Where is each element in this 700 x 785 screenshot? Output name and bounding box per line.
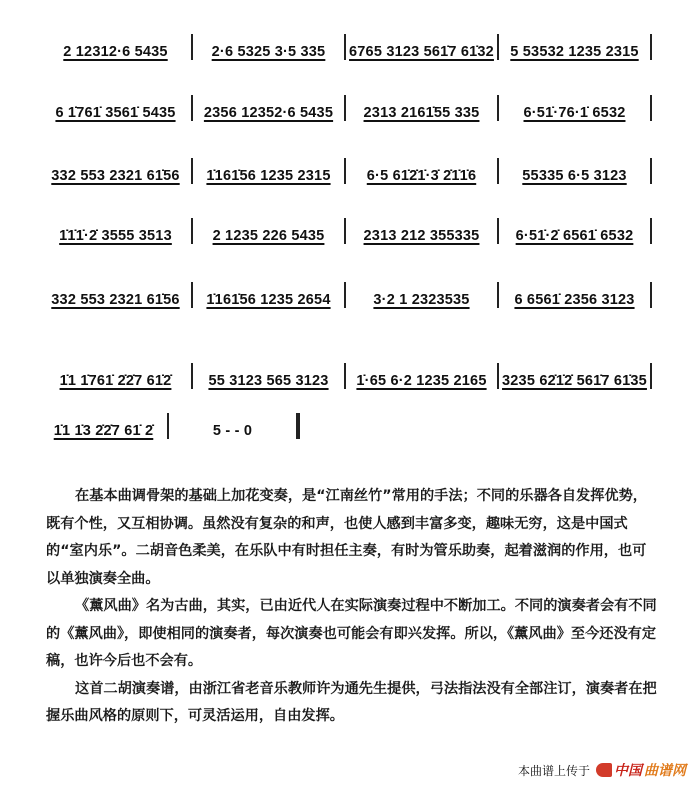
measure-notes: 1̇161̇56 1235 2654 [206,292,331,308]
logo-icon [596,763,612,777]
measure [346,44,497,60]
uploaded-label: 本曲谱上传于 [517,763,590,778]
measure [499,373,650,389]
measure [193,228,344,244]
measure-notes: 6·5 61̇2̇1̇·3̇ 2̇1̇1̇6 [366,168,477,184]
measure [193,292,344,308]
score-row [40,218,652,244]
measure [346,373,497,389]
score-row [40,282,652,308]
measure [169,423,296,439]
measure-notes: 1̇161̇56 1235 2315 [206,168,331,184]
measure [346,168,497,184]
measure-notes: 1̇1̇1̇·2̇ 3555 3513 [59,228,172,244]
measure-notes: 1̇1 1̇761̇ 2̇2̇7 61̇2̇ [59,373,172,389]
measure [499,292,650,308]
barline [650,158,652,184]
barline [650,34,652,60]
measure [193,44,344,60]
measure-notes: 2356 12352·6 5435 [203,105,334,121]
measure-notes: 5 53532 1235 2315 [510,44,639,60]
measure [346,292,497,308]
measure [499,168,650,184]
measure-notes: 332 553 2321 61̇56 [51,168,180,184]
measure-notes: 3·2 1 2323535 [373,292,470,308]
measure-notes: 6·51̇·76·1̇ 6532 [523,105,626,121]
measure-notes: 1̇1 1̇3 2̇2̇7 61̇ 2̇ [53,423,154,439]
measure-notes: 1̇·65 6·2 1235 2165 [356,373,487,389]
measure [40,44,191,60]
measure [40,168,191,184]
score-row [40,363,652,389]
measure [346,105,497,121]
measure [193,168,344,184]
measure [40,105,191,121]
barline [650,363,652,389]
measure-notes: 5 - - 0 [212,423,253,439]
measure [40,373,191,389]
measure [499,105,650,121]
barline [650,218,652,244]
measure-notes: 6 1̇761̇ 3561̇ 5435 [55,105,176,121]
measure-notes: 3235 62̇1̇2̇ 561̇7 61̇35 [502,373,647,389]
logo-text-2: 曲谱网 [644,763,686,779]
measure-notes: 2313 212 355335 [363,228,480,244]
measure-notes: 6765 3123 561̇7 61̇32 [349,44,494,60]
notes-text [46,483,658,731]
final-barline [296,413,300,439]
measure [193,105,344,121]
measure-notes: 55 3123 565 3123 [208,373,329,389]
score-row [40,158,652,184]
measure [499,228,650,244]
measure-notes: 2 12312·6 5435 [63,44,168,60]
score-row [40,413,300,439]
measure-notes: 2 1235 226 5435 [212,228,325,244]
paragraph-2: 《薰风曲》名为古曲，其实，已由近代人在实际演奏过程中不断加工。不同的演奏者会有不同的《薰风曲》，即使相同的演奏者，每次演奏也可能会有即兴发挥。所以，《薰风曲》至今还没有定稿，也许今后也不会有。 [46,598,657,669]
measure [40,292,191,308]
barline [650,95,652,121]
measure-notes: 6·51̇·2̇ 6561̇ 6532 [515,228,634,244]
score-row [40,95,652,121]
barline [650,282,652,308]
logo-text-1: 中国 [614,763,642,779]
measure-notes: 2·6 5325 3·5 335 [211,44,326,60]
paragraph-1: 在基本曲调骨架的基础上加花变奏，是“江南丝竹”常用的手法；不同的乐器各自发挥优势，既有个性，又互相协调。虽然没有复杂的和声，也使人感到丰富多变，趣味无穷，这是中国式的“室内乐”。二胡音色柔美，在乐队中有时担任主奏，有时为管乐助奏，起着滋润的作用，也可以单独演奏全曲。 [46,488,647,587]
measure-notes: 6 6561̇ 2356 3123 [514,292,635,308]
measure [40,228,191,244]
upload-footer [518,760,686,780]
site-logo[interactable] [596,760,686,780]
score-row [40,34,652,60]
measure [193,373,344,389]
measure-notes: 332 553 2321 61̇56 [51,292,180,308]
measure [499,44,650,60]
measure-notes: 2313 2161̇55 335 [363,105,480,121]
measure [346,228,497,244]
measure-notes: 55335 6·5 3123 [522,168,627,184]
measure [40,423,167,439]
paragraph-3: 这首二胡演奏谱，由浙江省老音乐教师许为通先生提供，弓法指法没有全部注订，演奏者在把握乐曲风格的原则下，可灵活运用，自由发挥。 [46,680,657,724]
